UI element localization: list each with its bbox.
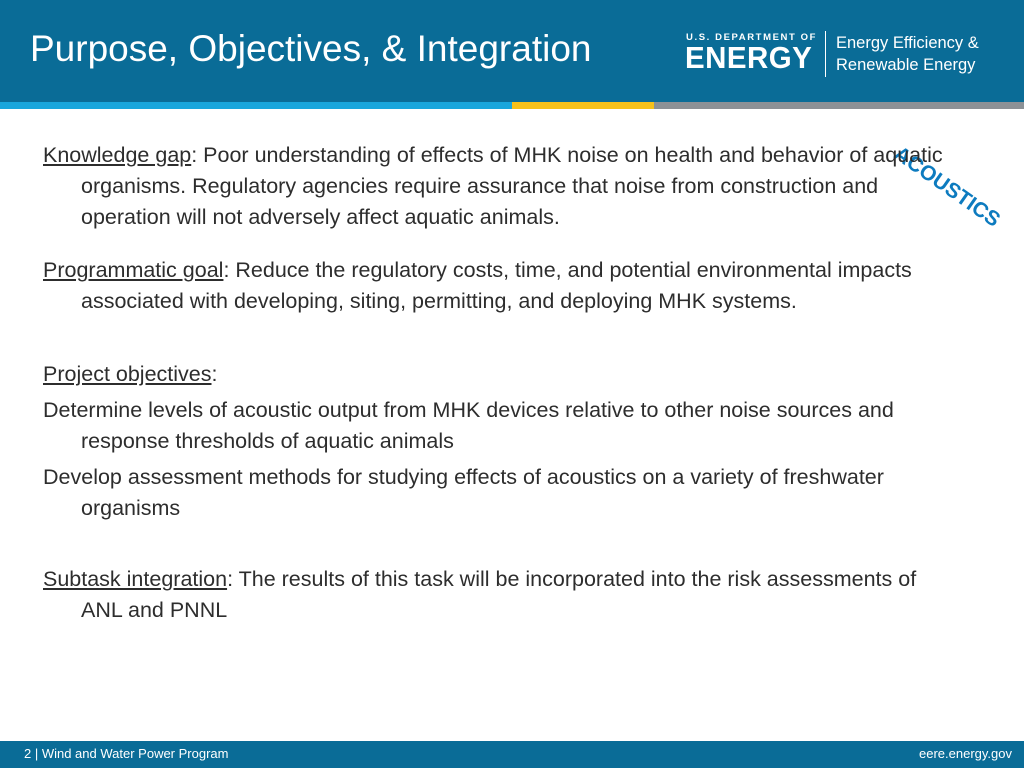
logo-energy-text: ENERGY [685,40,813,75]
logo-office-name [836,32,1016,76]
programmatic-goal-label: Programmatic goal [43,258,224,282]
objective-item: Determine levels of acoustic output from MHK devices relative to other noise sources and response thresholds of aquatic animals [43,398,894,453]
accent-stripe-blue [0,102,512,109]
subtask-integration-label: Subtask integration [43,567,228,591]
knowledge-gap-label: Knowledge gap [43,143,192,167]
subtask-integration-paragraph [43,564,943,626]
logo-divider [825,31,826,77]
project-objectives-heading [43,359,943,390]
project-objectives-label: Project objectives [43,362,212,386]
footer-website: eere.energy.gov [919,746,1012,761]
logo-office-line1: Energy Efficiency & [836,34,979,52]
objective-item: Develop assessment methods for studying effects of acoustics on a variety of freshwater organisms [43,465,884,520]
logo-department-text: U.S. DEPARTMENT OF [686,32,818,43]
slide-footer [0,741,1024,768]
knowledge-gap-text: : Poor understanding of effects of MHK noise on health and behavior of aquatic organisms. Regulatory agencies require assurance that noise from construction and operation will not adversely affect aquatic animals. [81,143,943,229]
accent-stripe-gray [654,102,1024,109]
accent-stripe-yellow [512,102,654,109]
footer-page-program: 2 | Wind and Water Power Program [24,746,229,761]
programmatic-goal-paragraph [43,255,943,317]
slide-title: Purpose, Objectives, & Integration [30,28,592,69]
programmatic-goal-text: : Reduce the regulatory costs, time, and potential environmental impacts associated with developing, siting, permitting, and deploying MHK systems. [81,258,912,313]
knowledge-gap-paragraph [43,140,943,233]
slide-body [43,140,943,626]
logo-office-line2: Renewable Energy [836,56,976,74]
acoustics-stamp: ACOUSTICS [889,142,1005,232]
subtask-integration-text: : The results of this task will be incorporated into the risk assessments of ANL and PNNL [81,567,917,622]
project-objectives-colon: : [211,362,218,386]
